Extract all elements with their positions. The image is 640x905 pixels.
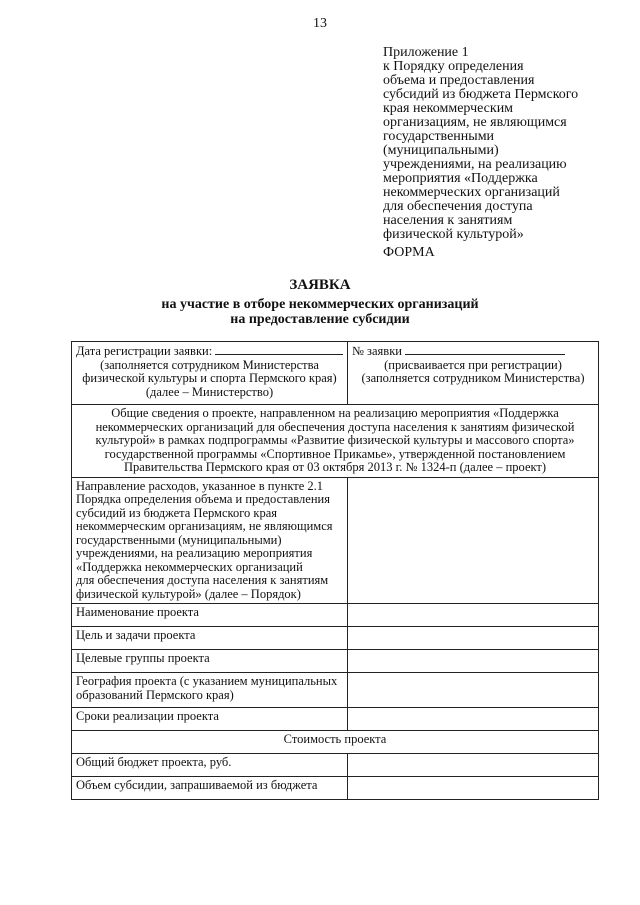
timeline-label: Сроки реализации проекта [72, 708, 348, 731]
direction-line: для обеспечения доступа населения к занятиям [76, 573, 329, 587]
form-label: ФОРМА [383, 245, 435, 260]
total-budget-value-cell[interactable] [348, 754, 599, 777]
appendix-block [383, 46, 623, 242]
appendix-line: организациям, не являющимся [383, 115, 567, 130]
direction-line: государственными (муниципальными) [76, 532, 282, 547]
direction-line: физической культурой» (далее – Порядок) [76, 586, 301, 601]
general-info-line: Правительства Пермского края от 03 октября 2013 г. № 1324-п (далее – проект) [123, 460, 547, 474]
table-row [72, 708, 599, 731]
registration-note: (далее – Министерство) [145, 384, 274, 399]
cost-header: Стоимость проекта [72, 731, 599, 754]
subsidy-amount-label: Объем субсидии, запрашиваемой из бюджета [72, 777, 348, 800]
goals-value-cell[interactable] [348, 627, 599, 650]
registration-date-label: Дата регистрации заявки: [76, 344, 213, 358]
appendix-line: учреждениями, на реализацию [383, 157, 567, 172]
general-info-line: Общие сведения о проекте, направленном на реализацию мероприятия «Поддержка [111, 406, 559, 420]
geography-value-cell[interactable] [348, 673, 599, 708]
direction-line: Порядка определения объема и предоставления [76, 492, 330, 506]
geography-line: образований Пермского края) [76, 687, 234, 702]
direction-label-cell [72, 477, 348, 604]
appendix-line: к Порядку определения [383, 59, 524, 74]
application-number-blank[interactable] [405, 344, 565, 355]
application-table [71, 341, 599, 800]
appendix-line: государственными [383, 129, 495, 144]
appendix-line: объема и предоставления [383, 73, 535, 88]
registration-note: (заполняется сотрудником Министерства [100, 357, 319, 372]
appendix-line: субсидий из бюджета Пермского [383, 87, 579, 102]
general-info-line: государственной программы «Спортивное Прикамье», утвержденной постановлением [104, 446, 566, 461]
registration-date-cell[interactable] [72, 342, 348, 405]
subtitle-line: на предоставление субсидии [230, 312, 410, 327]
target-groups-label: Целевые группы проекта [72, 650, 348, 673]
application-number-cell[interactable] [348, 342, 599, 405]
geography-line: География проекта (с указанием муниципальных [76, 674, 338, 688]
direction-line: учреждениями, на реализацию мероприятия [76, 546, 313, 560]
appendix-line: края некоммерческим [383, 101, 514, 116]
document-subtitle [0, 297, 640, 327]
registration-note: физической культуры и спорта Пермского края) [82, 371, 337, 385]
appendix-line: мероприятия «Поддержка [383, 171, 538, 186]
table-row [72, 777, 599, 800]
goals-label: Цель и задачи проекта [72, 627, 348, 650]
page-number: 13 [313, 16, 327, 31]
subtitle-line: на участие в отборе некоммерческих организаций [161, 297, 479, 312]
table-row [72, 604, 599, 627]
general-info-line: культурой» в рамках подпрограммы «Развитие физической культуры и массового спорта» [95, 433, 575, 447]
appendix-line: Приложение 1 [383, 45, 469, 60]
table-row [72, 627, 599, 650]
general-info-line: некоммерческих организаций для обеспечения доступа населения к занятиям физической [95, 419, 575, 434]
general-info-cell [72, 405, 599, 478]
target-groups-value-cell[interactable] [348, 650, 599, 673]
table-row [72, 673, 599, 708]
appendix-line: (муниципальными) [383, 143, 499, 158]
total-budget-label: Общий бюджет проекта, руб. [72, 754, 348, 777]
table-row [72, 477, 599, 604]
table-row [72, 405, 599, 478]
application-number-note: (заполняется сотрудником Министерства) [361, 371, 585, 385]
registration-date-blank[interactable] [215, 344, 343, 355]
table-row [72, 754, 599, 777]
project-name-label: Наименование проекта [72, 604, 348, 627]
project-name-value-cell[interactable] [348, 604, 599, 627]
direction-line: субсидий из бюджета Пермского края [76, 505, 278, 520]
application-number-label: № заявки [352, 344, 402, 358]
table-row [72, 731, 599, 754]
appendix-line: населения к занятиям [383, 213, 513, 228]
appendix-line: физической культурой» [383, 227, 524, 242]
table-row [72, 650, 599, 673]
table-row [72, 342, 599, 405]
direction-value-cell[interactable] [348, 477, 599, 604]
subsidy-amount-value-cell[interactable] [348, 777, 599, 800]
application-number-note: (присваивается при регистрации) [384, 357, 562, 372]
appendix-line: для обеспечения доступа [383, 199, 533, 214]
timeline-value-cell[interactable] [348, 708, 599, 731]
direction-line: Направление расходов, указанное в пункте 2.1 [76, 478, 324, 493]
document-title: ЗАЯВКА [289, 277, 351, 293]
geography-label-cell [72, 673, 348, 708]
appendix-line: некоммерческих организаций [383, 185, 560, 200]
direction-line: «Поддержка некоммерческих организаций [76, 559, 303, 574]
direction-line: некоммерческим организациям, не являющимся [76, 519, 333, 533]
